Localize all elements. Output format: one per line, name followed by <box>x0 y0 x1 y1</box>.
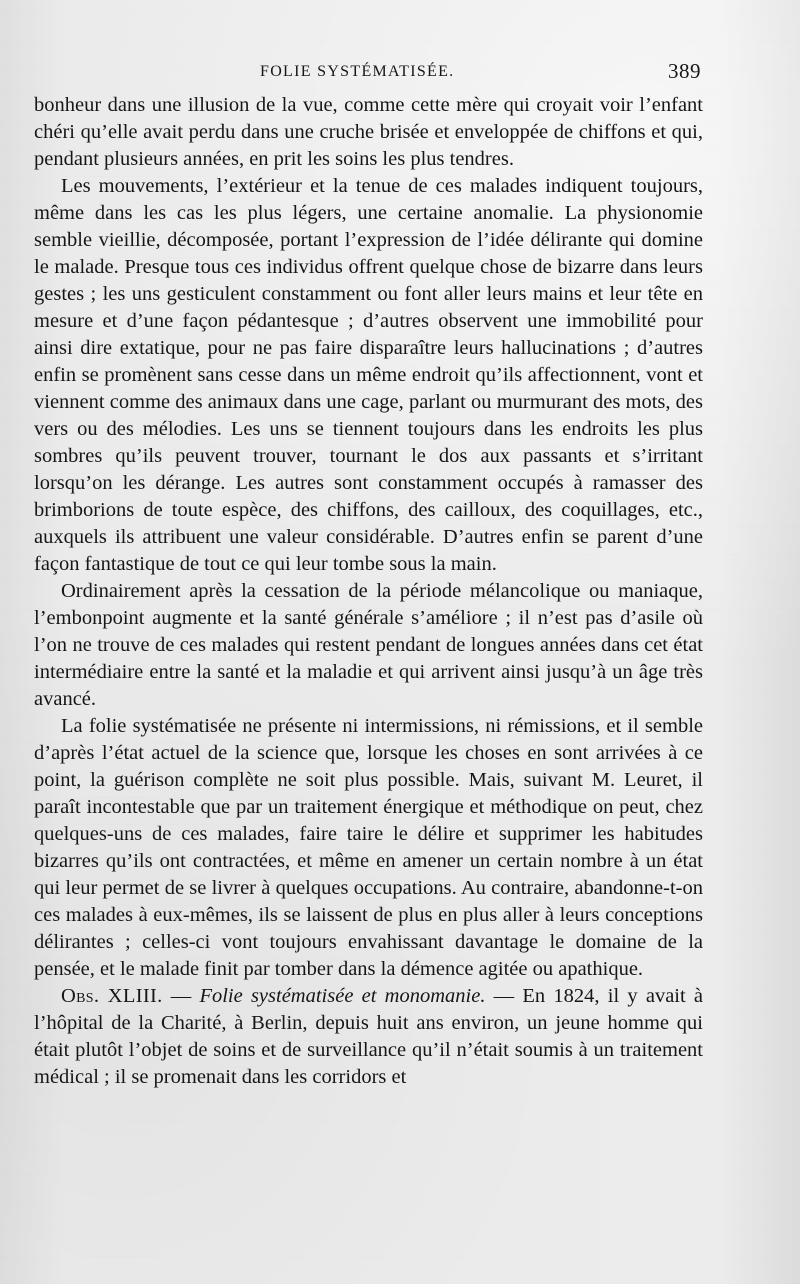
observation-label: Obs. XLIII. <box>61 985 163 1007</box>
observation-paragraph <box>34 983 703 1091</box>
observation-dash-1: — <box>162 985 200 1007</box>
page-number: 389 <box>668 59 701 83</box>
observation-text: En 1824, il y avait à l’hôpital de la Charité, à Berlin, depuis huit ans environ, un jeune homme qui était plutôt l’objet de soins et de surveillance qu’il n’était soumis à un traitement médical ; il se promenait dans les corridors et <box>34 985 704 1088</box>
running-head: FOLIE SYSTÉMATISÉE. <box>260 63 455 80</box>
page-header <box>34 58 703 88</box>
page-text <box>34 92 703 1091</box>
paragraph-3: Ordinairement après la cessation de la période mélancolique ou maniaque, l’embonpoint augmente et la santé générale s’améliore ; il n’est pas d’asile où l’on ne trouve de ces malades qui restent pendant de longues années dans cet état intermédiaire entre la santé et la maladie et qui arrivent ainsi jusqu’à un âge très avancé. <box>34 580 703 710</box>
paragraph-4: La folie systématisée ne présente ni intermissions, ni rémissions, et il semble d’après l’état actuel de la science que, lorsque les choses en sont arrivées à ce point, la guérison complète ne soit plus possible. Mais, suivant M. Leuret, il paraît incontestable que par un traitement énergique et méthodique on peut, chez quelques-uns de ces malades, faire taire le délire et supprimer les habitudes bizarres qu’ils ont contractées, et même en amener un certain nombre à un état qui leur permet de se livrer à quelques occupations. Au contraire, abandonne-t-on ces malades à eux-mêmes, ils se laissent de plus en plus aller à leurs conceptions délirantes ; celles-ci vont toujours envahissant davantage le domaine de la pensée, et le malade finit par tomber dans la démence agitée ou apathique. <box>34 715 703 980</box>
paragraph-2: Les mouvements, l’extérieur et la tenue de ces malades indiquent toujours, même dans les cas les plus légers, une certaine anomalie. La physionomie semble vieillie, décomposée, portant l’expression de l’idée délirante qui domine le malade. Presque tous ces individus offrent quelque chose de bizarre dans leurs gestes ; les uns gesticulent constamment ou font aller leurs mains et leur tête en mesure et d’une façon pédantesque ; d’autres observent une immobilité pour ainsi dire extatique, pour ne pas faire disparaître leurs hallucinations ; d’autres enfin se promènent sans cesse dans un même endroit qu’ils affectionnent, vont et viennent comme des animaux dans une cage, parlant ou murmurant des mots, des vers ou des mélodies. Les uns se tiennent toujours dans les endroits les plus sombres qu’ils peuvent trouver, tournant le dos aux passants et s’irritant lorsqu’on les dérange. Les autres sont constamment occupés à ramasser des brimborions de toute espèce, des chiffons, des cailloux, des coquillages, etc., auxquels ils attribuent une valeur considérable. D’autres enfin se parent d’une façon fantastique de tout ce qui leur tombe sous la main. <box>34 175 703 575</box>
paragraph-1: bonheur dans une illusion de la vue, comme cette mère qui croyait voir l’enfant chéri qu’elle avait perdu dans une cruche brisée et enveloppée de chiffons et qui, pendant plusieurs années, en prit les soins les plus tendres. <box>34 94 703 170</box>
observation-dash-2: — <box>485 985 523 1007</box>
observation-title: Folie systématisée et monomanie. <box>199 985 486 1007</box>
